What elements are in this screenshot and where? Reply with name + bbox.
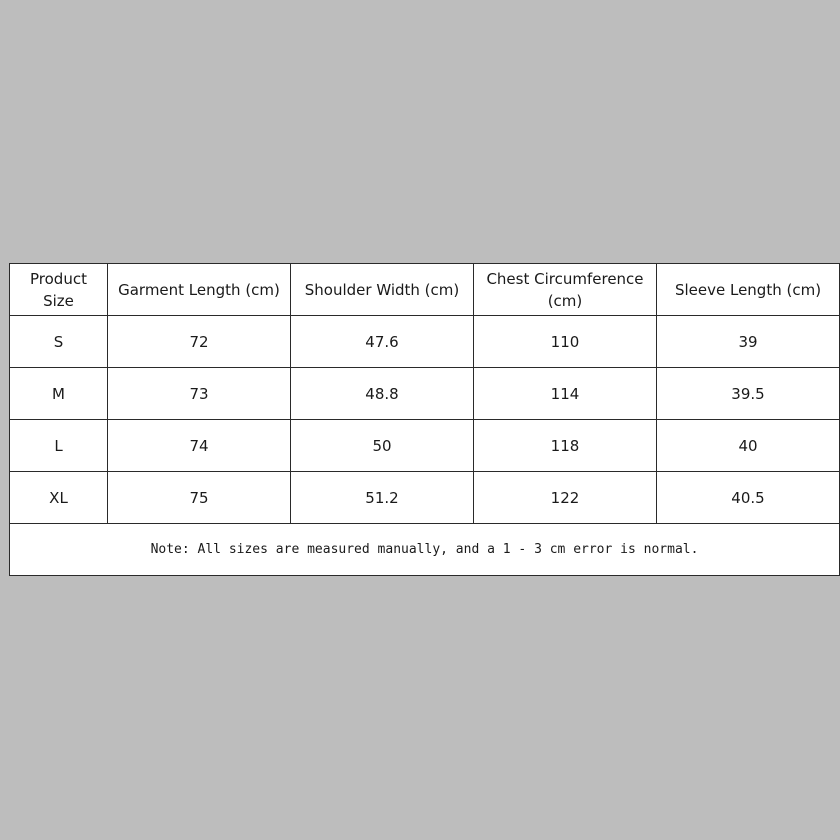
header-product-size: Product Size	[10, 264, 108, 316]
cell-shoulder-width: 50	[291, 420, 474, 472]
header-shoulder-width: Shoulder Width (cm)	[291, 264, 474, 316]
table-row	[10, 316, 840, 368]
cell-size: XL	[10, 472, 108, 524]
note-row	[10, 524, 840, 576]
cell-shoulder-width: 48.8	[291, 368, 474, 420]
cell-sleeve-length: 40.5	[657, 472, 840, 524]
cell-garment-length: 75	[108, 472, 291, 524]
cell-chest-circumference: 110	[474, 316, 657, 368]
cell-chest-circumference: 122	[474, 472, 657, 524]
header-garment-length: Garment Length (cm)	[108, 264, 291, 316]
cell-sleeve-length: 39	[657, 316, 840, 368]
cell-size: M	[10, 368, 108, 420]
cell-garment-length: 73	[108, 368, 291, 420]
cell-chest-circumference: 114	[474, 368, 657, 420]
cell-sleeve-length: 40	[657, 420, 840, 472]
cell-shoulder-width: 51.2	[291, 472, 474, 524]
cell-sleeve-length: 39.5	[657, 368, 840, 420]
size-chart-table	[9, 263, 840, 576]
cell-chest-circumference: 118	[474, 420, 657, 472]
measurement-note: Note: All sizes are measured manually, and a 1 - 3 cm error is normal.	[10, 524, 840, 576]
table-row	[10, 472, 840, 524]
cell-garment-length: 72	[108, 316, 291, 368]
cell-size: S	[10, 316, 108, 368]
header-sleeve-length: Sleeve Length (cm)	[657, 264, 840, 316]
cell-size: L	[10, 420, 108, 472]
table-row	[10, 420, 840, 472]
table-row	[10, 368, 840, 420]
cell-shoulder-width: 47.6	[291, 316, 474, 368]
cell-garment-length: 74	[108, 420, 291, 472]
header-row	[10, 264, 840, 316]
header-chest-circumference: Chest Circumference (cm)	[474, 264, 657, 316]
